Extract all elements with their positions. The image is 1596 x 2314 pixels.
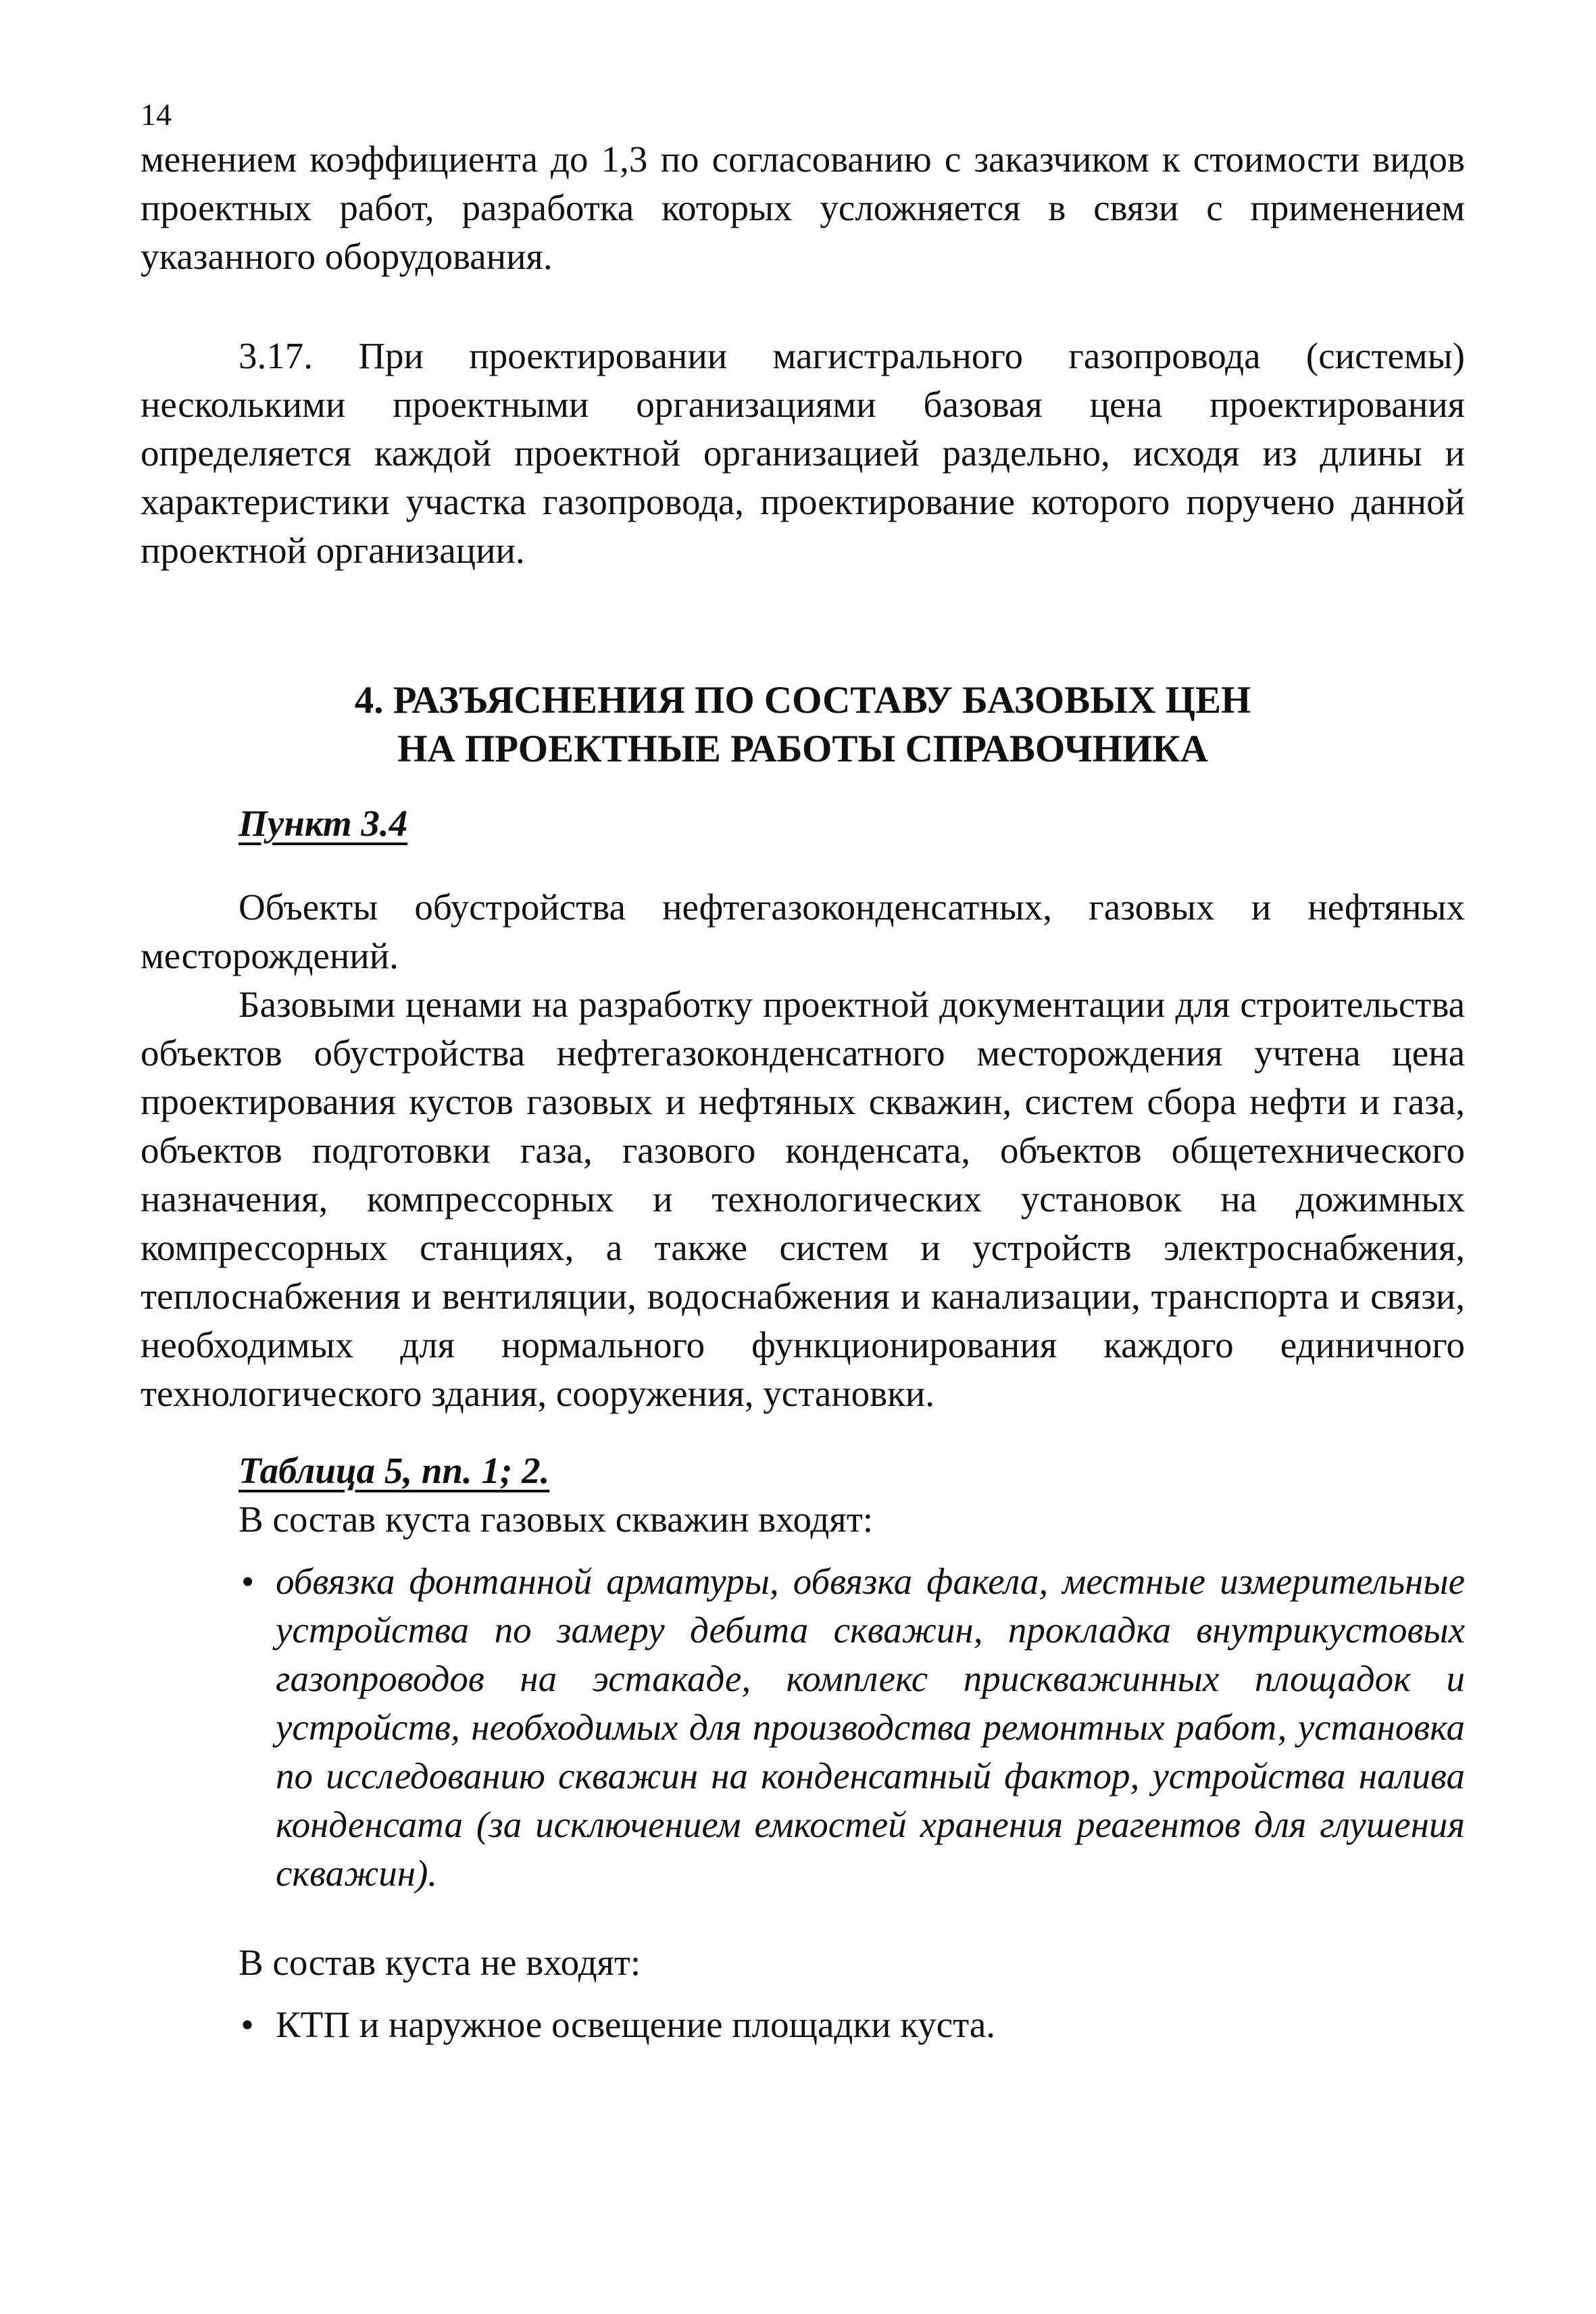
paragraph-3-17: 3.17. При проектировании магистрального газопровода (системы) несколькими проектными организациями базовая цена проектирования определяется каждой проектной организацией раздельно, исходя из длины и характеристики участка газопровода, проектирование которого поручено данной проектной организации. — [141, 335, 1465, 571]
paragraph-continuation: менением коэффициента до 1,3 по согласованию с заказчиком к стоимости видов проектных работ, разработка которых усложняется в связи с применением указанного оборудования. — [141, 139, 1465, 277]
list-item — [141, 1557, 1465, 1898]
table-label-5: Таблица 5, пп. 1; 2. — [239, 1450, 550, 1491]
item-paragraph-base-prices: Базовыми ценами на разработку проектной документации для строительства объектов обустройства нефтегазоконденсатного месторождения учтена цена проектирования кустов газовых и нефтяных скважин, систем сбора нефти и газа, объектов подготовки газа, газового конденсата, объектов общетехнического назначения, компрессорных и технологических установок на дожимных компрессорных станциях, а также систем и устройств электроснабжения, теплоснабжения и вентиляции, водоснабжения и канализации, транспорта и связи, необходимых для нормального функционирования каждого единичного технологического здания, сооружения, установки. — [141, 984, 1465, 1414]
excludes-list — [141, 2001, 1465, 2049]
excludes-intro: В состав куста не входят: — [239, 1942, 641, 1983]
section-heading-line-2: НА ПРОЕКТНЫЕ РАБОТЫ СПРАВОЧНИКА — [397, 728, 1208, 770]
section-heading — [141, 676, 1465, 774]
bullet-icon: • — [241, 1561, 254, 1602]
includes-intro: В состав куста газовых скважин входят: — [239, 1499, 874, 1540]
item-label-3-4: Пункт 3.4 — [239, 803, 408, 844]
list-item-text: обвязка фонтанной арматуры, обвязка факела, местные измерительные устройства по замеру дебита скважин, прокладка внутрикустовых газопроводов на эстакаде, комплекс прискважинных площадок и устройств, необходимых для производства ремонтных работ, установка по исследованию скважин на конденсатный фактор, устройства налива конденсата (за исключением емкостей хранения реагентов для глушения скважин). — [276, 1561, 1465, 1894]
list-item — [141, 2001, 1465, 2049]
bullet-icon: • — [241, 2004, 254, 2045]
page-content — [141, 135, 1465, 2049]
includes-list — [141, 1557, 1465, 1898]
section-heading-line-1: 4. РАЗЪЯСНЕНИЯ ПО СОСТАВУ БАЗОВЫХ ЦЕН — [354, 679, 1251, 722]
item-paragraph-objects: Объекты обустройства нефтегазоконденсатных, газовых и нефтяных месторождений. — [141, 886, 1465, 976]
page-number: 14 — [141, 97, 172, 132]
list-item-text: КТП и наружное освещение площадки куста. — [276, 2004, 995, 2045]
